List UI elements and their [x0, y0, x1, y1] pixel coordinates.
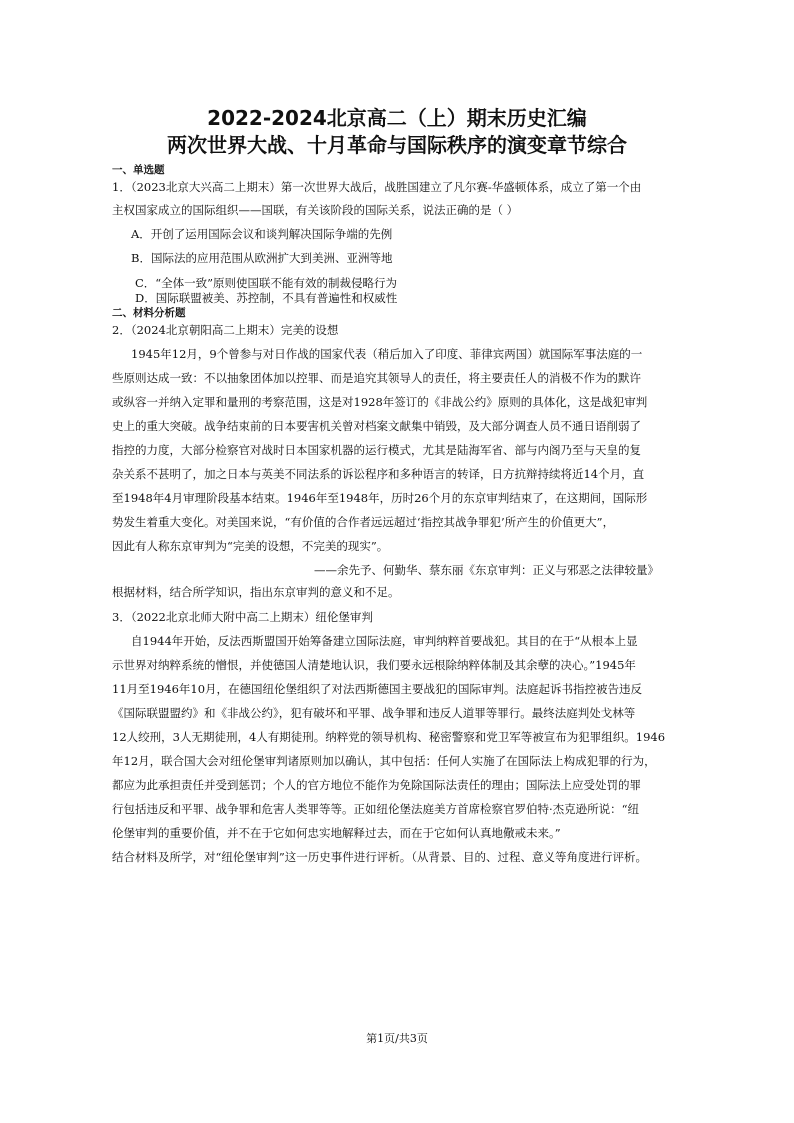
doc-title: 2022-2024北京高二（上）期末历史汇编	[207, 106, 587, 130]
q2-material-line: 势发生着重大变化。对美国来说，“有价值的合作者远远超过‘指控其战争罪犯’所产生的价值更大”，	[112, 515, 615, 529]
q2-material-line: 或纵容一并纳入定罪和量刑的考察范围，这是对1928年签订的《非战公约》原则的具体化，这是战犯审判	[112, 395, 648, 409]
q1-stem-line-1: 1．（2023北京大兴高二上期末）第一次世界大战后，战胜国建立了凡尔赛-华盛顿体系，成立了第一个由	[112, 180, 642, 194]
q1-option-c: C．“全体一致”原则使国联不能有效的制裁侵略行为	[135, 276, 398, 290]
q3-material-line: 《国际联盟盟约》和《非战公约》，犯有破坏和平罪、战争罪和违反人道罪等罪行。最终法庭判处戈林等	[112, 706, 636, 720]
section-heading-single-choice: 一、单选题	[112, 164, 165, 176]
q2-source-citation: ——余先予、何勤华、蔡东丽《东京审判：正义与邪恶之法律较量》	[314, 563, 659, 577]
q2-material-line: 因此有人称东京审判为“完美的设想，不完美的现实”。	[112, 539, 389, 553]
q2-heading: 2．（2024北京朝阳高二上期末）完美的设想	[112, 323, 339, 337]
q1-option-b: B．国际法的应用范围从欧洲扩大到美洲、亚洲等地	[131, 251, 393, 265]
q3-material-line: 11月至1946年10月，在德国纽伦堡组织了对法西斯德国主要战犯的国际审判。法庭起诉书指控被告违反	[112, 682, 643, 696]
q1-option-a: A．开创了运用国际会议和谈判解决国际争端的先例	[131, 227, 393, 241]
q3-material-line: 自1944年开始，反法西斯盟国开始筹备建立国际法庭，审判纳粹首要战犯。其目的在于“从根本上显	[131, 634, 638, 648]
q3-material-line: 年12月，联合国大会对纽伦堡审判诸原则加以确认，其中包括：任何人实施了在国际法上构成犯罪的行为，	[112, 754, 656, 768]
section-heading-material-analysis: 二、材料分析题	[112, 307, 186, 319]
q2-material-line: 史上的重大突破。战争结束前的日本要害机关曾对档案文献集中销毁，及大部分调查人员不通日语削弱了	[112, 419, 641, 433]
q3-question: 结合材料及所学，对“纽伦堡审判”这一历史事件进行评析。（从背景、目的、过程、意义等角度进行评析。	[112, 850, 648, 864]
q3-material-line: 12人绞刑，3人无期徒刑，4人有期徒刑。纳粹党的领导机构、秘密警察和党卫军等被宣布为犯罪组织。1946	[112, 730, 666, 744]
q2-material-line: 些原则达成一致：不以抽象团体加以控罪、而是追究其领导人的责任，将主要责任人的消极不作为的默许	[112, 371, 641, 385]
q2-material-line: 指控的力度，大部分检察官对战时日本国家机器的运行模式，尤其是陆海军省、部与内阁乃至与天皇的复	[112, 443, 641, 457]
page-number-footer: 第1页/共3页	[366, 1032, 428, 1045]
q2-material-line: 1945年12月，9个曾参与对日作战的国家代表（稍后加入了印度、菲律宾两国）就国际军事法庭的一	[131, 347, 643, 361]
q3-material-line: 行包括违反和平罪、战争罪和危害人类罪等等。正如纽伦堡法庭美方首席检察官罗伯特·杰克逊所说：“纽	[112, 802, 640, 816]
doc-subtitle: 两次世界大战、十月革命与国际秩序的演变章节综合	[167, 133, 627, 157]
q1-option-d: D．国际联盟被美、苏控制，不具有普遍性和权威性	[135, 291, 398, 305]
q2-material-line: 杂关系不甚明了，加之日本与英美不同法系的诉讼程序和多种语言的转译，日方抗辩持续将近14个月，直	[112, 467, 645, 481]
q3-heading: 3．（2022北京北师大附中高二上期末）纽伦堡审判	[112, 610, 373, 624]
q3-material-line: 都应为此承担责任并受到惩罚；个人的官方地位不能作为免除国际法责任的理由；国际法上应受处罚的罪	[112, 778, 641, 792]
q3-material-line: 伦堡审判的重要价值，并不在于它如何忠实地解释过去，而在于它如何认真地儆戒未来。”	[112, 826, 561, 840]
q3-material-line: 示世界对纳粹系统的憎恨，并使德国人清楚地认识，我们要永远根除纳粹体制及其余孽的决心。”1945年	[112, 658, 636, 672]
q2-question: 根据材料，结合所学知识，指出东京审判的意义和不足。	[112, 585, 400, 599]
q2-material-line: 至1948年4月审理阶段基本结束。1946年至1948年，历时26个月的东京审判结束了，在这期间，国际形	[112, 491, 648, 505]
q1-stem-line-2: 主权国家成立的国际组织——国联，有关该阶段的国际关系，说法正确的是（ ）	[112, 203, 519, 217]
